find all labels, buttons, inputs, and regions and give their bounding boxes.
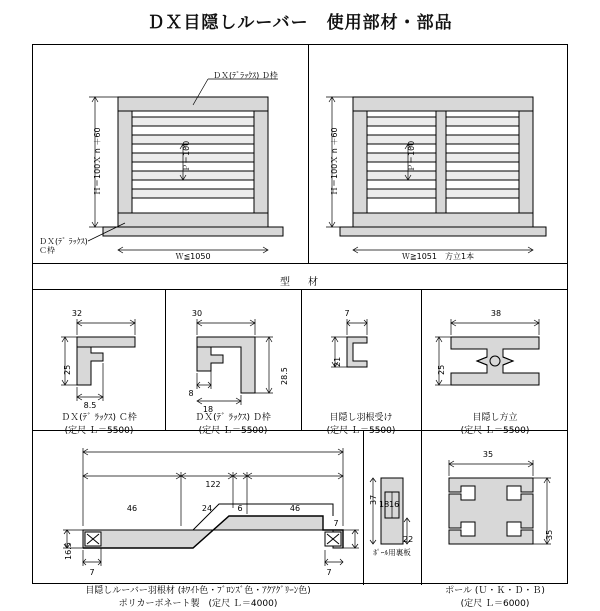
profile-d-frame-name: ＤＸ(ﾃﾞ ﾗｯｸｽ) Ｄ枠 [195, 413, 271, 423]
pitch-label-left: Ｐ＝100 [182, 140, 191, 172]
height-label-left: Ｈ＝100Ｘ n ＋60 [93, 127, 102, 195]
profile-c-frame-spec: (定尺 Ｌ＝5500) [64, 426, 134, 437]
profile-holder-name: 目隠し羽根受け [329, 413, 393, 423]
pole-caption [421, 585, 569, 611]
dim-blade-left-height: 16.5 [64, 542, 73, 560]
callout-c-frame-left-line2: Ｃ枠 [39, 246, 55, 255]
profile-mullion-name: 目隠し方立 [472, 413, 518, 423]
pole-spec: (定尺 Ｌ＝6000) [460, 599, 530, 610]
callout-d-frame-left: ＤＸ(ﾃﾞﾗｯｸｽ) Ｄ枠 [213, 71, 278, 80]
dim-c-frame-bottom: 8.5 [83, 401, 97, 410]
main-diagram-frame [32, 44, 568, 610]
dim-blade-a: 46 [126, 504, 138, 513]
dim-mullion-top: 38 [490, 309, 502, 318]
dim-holder-top: 7 [344, 309, 350, 318]
dim-d-frame-bottom-a: 8 [188, 389, 194, 398]
dim-d-frame-top: 30 [191, 309, 203, 318]
dim-c-frame-top: 32 [71, 309, 83, 318]
profile-mullion-spec: (定尺 Ｌ＝5500) [460, 426, 530, 437]
width-label-left: Ｗ≦1050 [175, 252, 211, 261]
profile-holder-spec: (定尺 Ｌ＝5500) [326, 426, 396, 437]
dim-pole-top: 35 [482, 450, 494, 459]
width-label-right: Ｗ≧1051 方立1本 [401, 252, 475, 261]
pole-name: ポール (Ｕ・Ｋ・Ｄ・Ｂ) [445, 586, 545, 596]
dim-blade-right-height: 7 [333, 519, 339, 528]
dim-blade-total: 122 [205, 480, 221, 489]
dim-blade-left-foot: 7 [89, 568, 95, 577]
dim-plate-inner-w: 18 [379, 500, 390, 509]
dim-d-frame-right: 28.5 [280, 367, 289, 385]
profile-c-frame-name: ＤＸ(ﾃﾞ ﾗｯｸｽ) Ｃ枠 [61, 413, 137, 423]
dim-blade-b: 24 [201, 504, 213, 513]
page-title: ＤＸ目隠しルーバー 使用部材・部品 [147, 13, 453, 33]
louver-blade-name-2: ポリカーボネート製 (定尺 Ｌ＝4000) [118, 599, 278, 610]
dim-mullion-left: 25 [437, 364, 446, 375]
dim-holder-left: 21 [333, 356, 342, 367]
pitch-label-right: Ｐ＝100 [407, 140, 416, 172]
right-louver-drawing [308, 45, 569, 263]
dim-blade-right-foot: 7 [326, 568, 332, 577]
dim-plate-inner-h: 16 [389, 500, 400, 509]
dim-d-frame-bottom-b: 18 [202, 405, 214, 414]
louver-blade-name-1: 目隠しルーバー羽根材 (ﾎﾜｲﾄ色・ﾌﾞﾛﾝｽﾞ色・ｱｸｱｸﾞﾘｰﾝ色) [85, 586, 311, 596]
dim-blade-d: 46 [289, 504, 301, 513]
dim-pole-right: 35 [545, 529, 554, 540]
section-header-katazai: 型 材 [280, 277, 322, 288]
pole-backing-plate-caption [363, 548, 421, 559]
divider-top-section [33, 263, 567, 264]
pole-backing-plate-name: ﾎﾟｰﾙ用裏板 [373, 548, 411, 557]
dim-blade-c: 6 [237, 504, 243, 513]
profile-d-frame-spec: (定尺 Ｌ＝5500) [198, 426, 268, 437]
dim-c-frame-left: 25 [63, 364, 72, 375]
dim-plate-left: 37 [369, 494, 378, 505]
height-label-right: Ｈ＝100Ｘ n ＋60 [330, 127, 339, 195]
callout-c-frame-left-line1: ＤＸ(ﾃﾞ ﾗｯｸｽ) [39, 237, 88, 246]
dim-plate-bottom: 22 [403, 535, 414, 544]
louver-blade-caption [33, 585, 363, 611]
